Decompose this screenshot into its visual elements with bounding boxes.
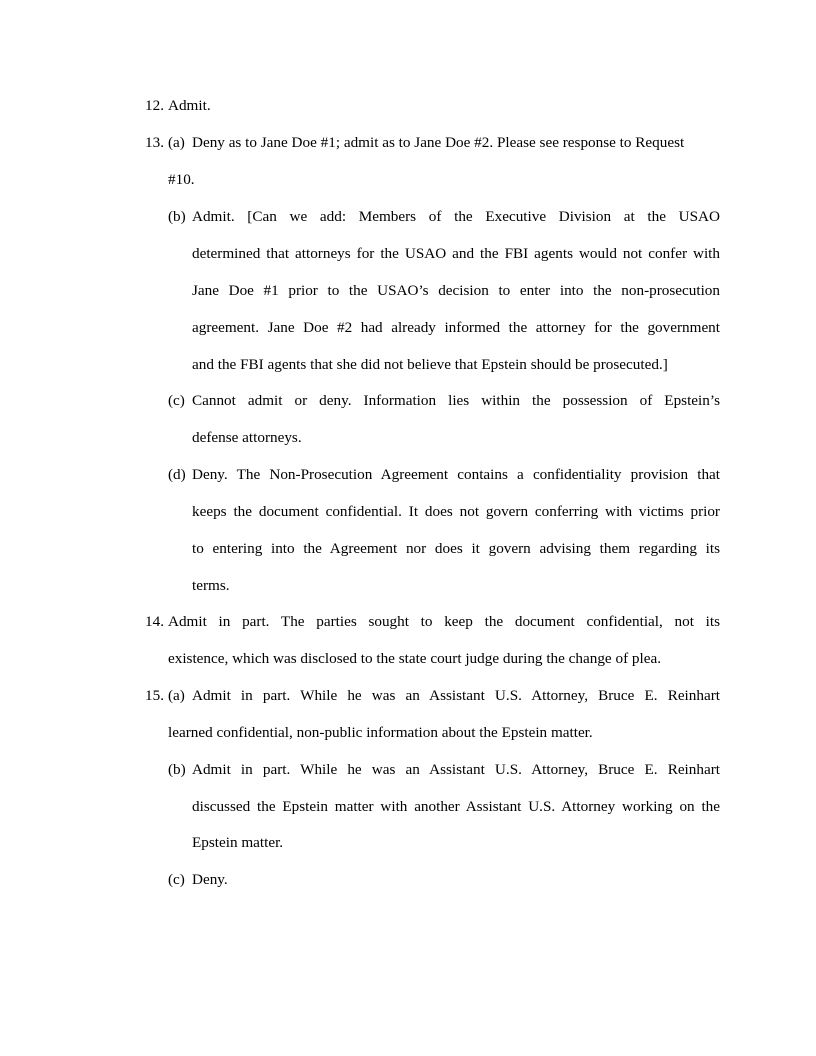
item-13c-label: (c) bbox=[168, 392, 185, 409]
item-14-number: 14. bbox=[145, 613, 164, 630]
item-14-line-1: Admit in part. The parties sought to keep the document confidential, not its bbox=[168, 613, 720, 630]
item-14-line-2: existence, which was disclosed to the state court judge during the change of plea. bbox=[168, 650, 662, 667]
item-15b-label: (b) bbox=[168, 761, 186, 778]
item-13b-line-1: Admit. [Can we add: Members of the Executive Division at the USAO bbox=[192, 208, 720, 225]
item-15b-line-3: Epstein matter. bbox=[192, 834, 284, 851]
item-13a-line-2: #10. bbox=[168, 171, 195, 188]
item-15b-line-2: discussed the Epstein matter with another Assistant U.S. Attorney working on the bbox=[192, 798, 720, 815]
item-13-number: 13. bbox=[145, 134, 164, 151]
item-13b-line-5: and the FBI agents that she did not believe that Epstein should be prosecuted.] bbox=[192, 356, 668, 373]
item-13a-label: (a) bbox=[168, 134, 185, 151]
item-15b-line-1: Admit in part. While he was an Assistant U.S. Attorney, Bruce E. Reinhart bbox=[192, 761, 720, 778]
item-12-number: 12. bbox=[145, 97, 164, 114]
item-13d-label: (d) bbox=[168, 466, 186, 483]
item-13d-line-4: terms. bbox=[192, 577, 230, 594]
item-13b-label: (b) bbox=[168, 208, 186, 225]
item-13d-line-1: Deny. The Non-Prosecution Agreement contains a confidentiality provision that bbox=[192, 466, 720, 483]
item-15-number: 15. bbox=[145, 687, 164, 704]
item-13b-line-2: determined that attorneys for the USAO and the FBI agents would not confer with bbox=[192, 245, 720, 262]
item-15c-label: (c) bbox=[168, 871, 185, 888]
item-12-text: Admit. bbox=[168, 97, 211, 114]
item-13b-line-3: Jane Doe #1 prior to the USAO’s decision to enter into the non-prosecution bbox=[192, 282, 720, 299]
item-13d-line-3: to entering into the Agreement nor does it govern advising them regarding its bbox=[192, 540, 720, 557]
item-13a-line-1: Deny as to Jane Doe #1; admit as to Jane Doe #2. Please see response to Request bbox=[192, 134, 685, 151]
item-15c-line-1: Deny. bbox=[192, 871, 228, 888]
item-13b-line-4: agreement. Jane Doe #2 had already informed the attorney for the government bbox=[192, 319, 720, 336]
item-13d-line-2: keeps the document confidential. It does not govern conferring with victims prior bbox=[192, 503, 720, 520]
item-15a-line-1: Admit in part. While he was an Assistant U.S. Attorney, Bruce E. Reinhart bbox=[192, 687, 720, 704]
item-15a-label: (a) bbox=[168, 687, 185, 704]
item-13c-line-2: defense attorneys. bbox=[192, 429, 302, 446]
item-13c-line-1: Cannot admit or deny. Information lies within the possession of Epstein’s bbox=[192, 392, 720, 409]
item-15a-line-2: learned confidential, non-public information about the Epstein matter. bbox=[168, 724, 593, 741]
